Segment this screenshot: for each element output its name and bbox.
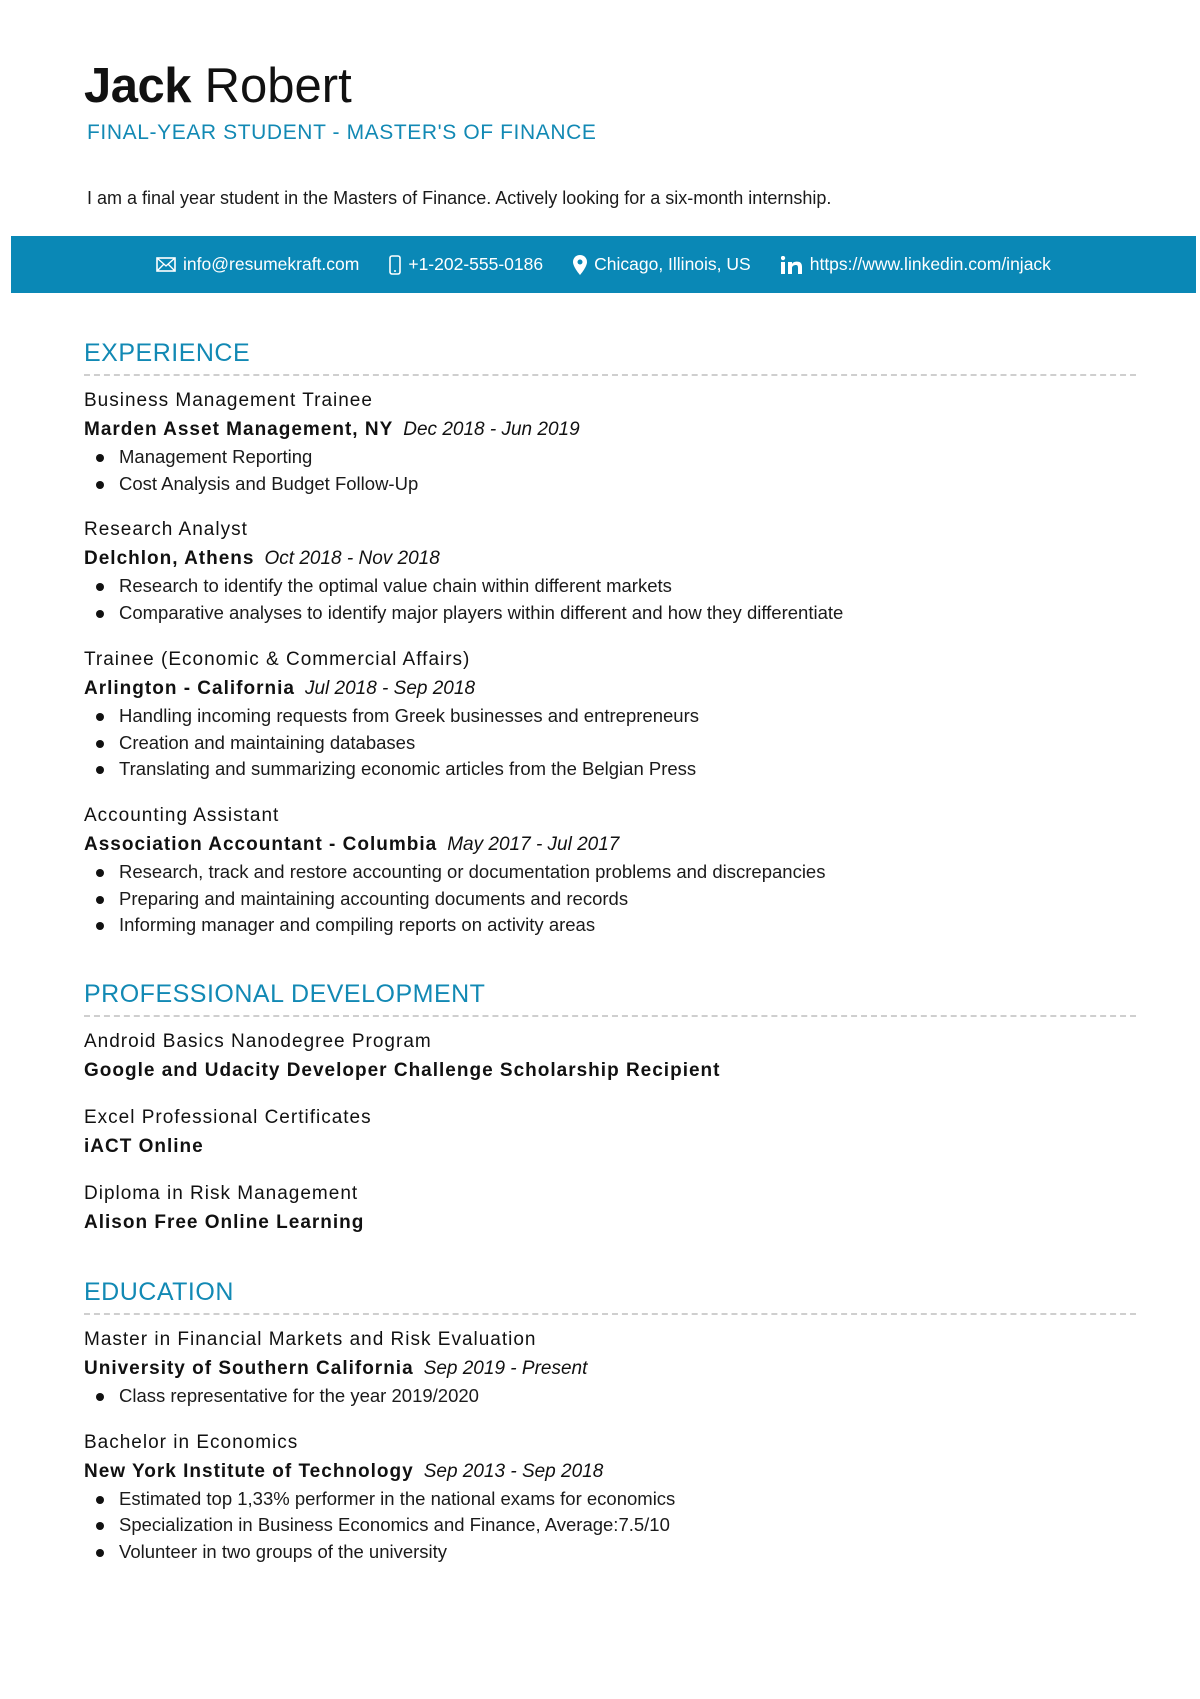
entry — [84, 1428, 1136, 1566]
bullet-list — [84, 1486, 1136, 1566]
entry-organization — [84, 1354, 1136, 1383]
organization-name: University of Southern California — [84, 1358, 414, 1380]
entry-dates: Oct 2018 - Nov 2018 — [264, 548, 440, 570]
entry — [84, 515, 1136, 626]
bullet-item: Comparative analyses to identify major players within different and how they differentiate — [84, 600, 1136, 627]
section-divider — [84, 374, 1136, 376]
bullet-item: Informing manager and compiling reports on activity areas — [84, 912, 1136, 939]
entry — [84, 386, 1136, 497]
contact-linkedin[interactable]: https://www.linkedin.com/injack — [781, 254, 1051, 275]
candidate-name — [84, 56, 352, 116]
bullet-item: Research to identify the optimal value chain within different markets — [84, 573, 1136, 600]
entry-title: Research Analyst — [84, 519, 248, 541]
entry-title: Accounting Assistant — [84, 804, 280, 826]
organization-name: Google and Udacity Developer Challenge Scholarship Recipient — [84, 1060, 721, 1082]
bullet-item: Research, track and restore accounting or documentation problems and discrepancies — [84, 859, 1136, 886]
development-section — [84, 977, 1136, 1237]
entry-dates: Dec 2018 - Jun 2019 — [403, 419, 580, 440]
section-title: PROFESSIONAL DEVELOPMENT — [84, 980, 486, 1009]
bullet-list — [84, 1383, 1136, 1410]
bullet-list — [84, 703, 1136, 783]
bullet-list — [84, 859, 1136, 939]
contact-email[interactable]: info@resumekraft.com — [156, 254, 359, 275]
entry-title: Diploma in Risk Management — [84, 1183, 359, 1205]
entry-dates: Sep 2019 - Present — [423, 1358, 588, 1380]
entry-organization — [84, 1056, 1136, 1085]
entry — [84, 1027, 1136, 1085]
job-subtitle: FINAL-YEAR STUDENT - MASTER'S OF FINANCE — [87, 121, 597, 144]
section-divider — [84, 1313, 1136, 1315]
envelope-icon — [156, 257, 176, 272]
entry-dates: May 2017 - Jul 2017 — [447, 833, 620, 855]
entry-organization — [84, 1457, 1136, 1486]
organization-name: Association Accountant - Columbia — [84, 833, 438, 855]
entry-title: Trainee (Economic & Commercial Affairs) — [84, 648, 471, 670]
first-name: Jack — [84, 59, 192, 113]
section-title: EXPERIENCE — [84, 339, 251, 367]
bullet-item: Volunteer in two groups of the university — [84, 1539, 1136, 1566]
entry — [84, 645, 1136, 783]
entry-organization — [84, 415, 1136, 444]
bullet-item: Specialization in Business Economics and Finance, Average:7.5/10 — [84, 1512, 1136, 1539]
section-divider — [84, 1015, 1136, 1017]
entry-dates: Sep 2013 - Sep 2018 — [423, 1460, 604, 1482]
education-section — [84, 1275, 1136, 1566]
entry-organization — [84, 544, 1136, 573]
entry — [84, 801, 1136, 939]
experience-section — [84, 336, 1136, 939]
entry-title: Business Management Trainee — [84, 390, 373, 411]
organization-name: New York Institute of Technology — [84, 1460, 414, 1482]
section-title: EDUCATION — [84, 1278, 234, 1307]
contact-bar — [11, 236, 1196, 293]
resume-body — [84, 336, 1136, 1596]
bullet-item: Management Reporting — [84, 444, 1136, 471]
entry-title: Master in Financial Markets and Risk Evaluation — [84, 1329, 537, 1351]
entry-title: Bachelor in Economics — [84, 1431, 299, 1453]
phone-icon — [389, 255, 401, 275]
entry-dates: Jul 2018 - Sep 2018 — [304, 677, 476, 699]
bullet-item: Estimated top 1,33% performer in the national exams for economics — [84, 1486, 1136, 1513]
organization-name: Arlington - California — [84, 677, 295, 699]
last-name: Robert — [204, 59, 352, 113]
bullet-item: Class representative for the year 2019/2020 — [84, 1383, 1136, 1410]
entry — [84, 1325, 1136, 1410]
bullet-item: Translating and summarizing economic articles from the Belgian Press — [84, 756, 1136, 783]
linkedin-icon — [781, 256, 803, 274]
summary: I am a final year student in the Masters of Finance. Actively looking for a six-month internship. — [87, 188, 832, 208]
bullet-item: Cost Analysis and Budget Follow-Up — [84, 471, 1136, 498]
entry-title: Excel Professional Certificates — [84, 1107, 372, 1129]
bullet-item: Creation and maintaining databases — [84, 730, 1136, 757]
entry-organization — [84, 1208, 1136, 1237]
entry — [84, 1179, 1136, 1237]
organization-name: Marden Asset Management, NY — [84, 419, 394, 440]
organization-name: iACT Online — [84, 1136, 204, 1158]
bullet-item: Preparing and maintaining accounting documents and records — [84, 886, 1136, 913]
contact-location: Chicago, Illinois, US — [573, 254, 751, 275]
organization-name: Delchlon, Athens — [84, 548, 255, 570]
bullet-item: Handling incoming requests from Greek businesses and entrepreneurs — [84, 703, 1136, 730]
entry-organization — [84, 830, 1136, 859]
entry — [84, 1103, 1136, 1161]
organization-name: Alison Free Online Learning — [84, 1212, 365, 1234]
map-pin-icon — [573, 255, 587, 275]
entry-organization — [84, 674, 1136, 703]
entry-organization — [84, 1132, 1136, 1161]
entry-title: Android Basics Nanodegree Program — [84, 1031, 432, 1053]
bullet-list — [84, 444, 1136, 497]
contact-phone[interactable]: +1-202-555-0186 — [389, 254, 543, 275]
bullet-list — [84, 573, 1136, 626]
